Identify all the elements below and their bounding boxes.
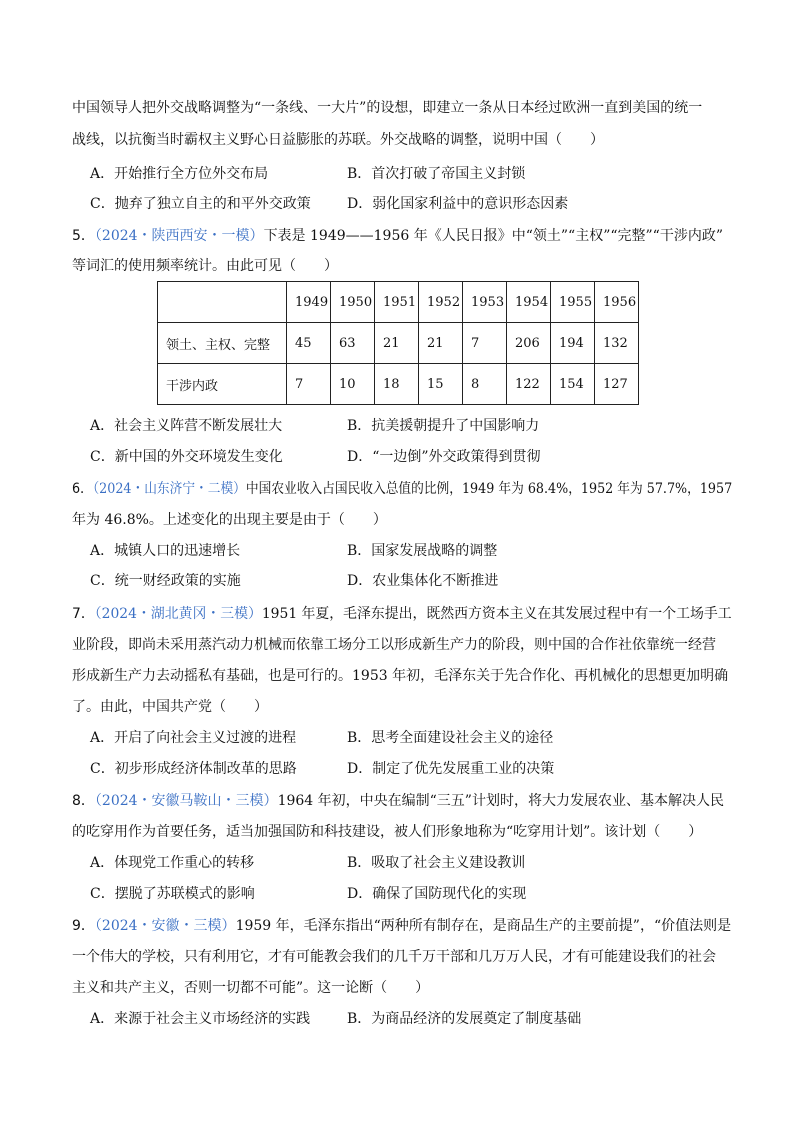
q7-stem-line: 业阶段，即尚未采用蒸汽动力机械而依靠工场分工以形成新生产力的阶段，则中国的合作社依靠统一经营 (72, 637, 716, 653)
table-header-row (158, 282, 639, 323)
question-source: （2024・安徽马鞍山・三模） (94, 793, 278, 809)
table-cell: 21 (419, 323, 463, 364)
q7-stem-line: 了。由此，中国共产党（ ） (72, 699, 268, 715)
q9-stem-line: 一个伟大的学校，只有利用它，才有可能教会我们的几千万干部和几万万人民，才有可能建设我们的社会 (72, 949, 716, 965)
q8-stem-line: 的吃穿用作为首要任务，适当加强国防和科技建设，被人们形象地称为“吃穿用计划”。该计划（ ） (72, 824, 703, 840)
table-row (158, 323, 639, 364)
q5-option-b[interactable]: B．抗美援朝提升了中国影响力 (347, 418, 540, 434)
q6-option-c[interactable]: C．统一财经政策的实施 (90, 573, 241, 589)
table-cell: 15 (419, 364, 463, 405)
question-number: 5． (72, 228, 95, 244)
table-corner-cell (158, 282, 287, 323)
row-label-cell: 领土、主权、完整 (158, 323, 287, 364)
q6-option-a[interactable]: A．城镇人口的迅速增长 (90, 543, 241, 559)
table-cell: 10 (331, 364, 375, 405)
q6-option-b[interactable]: B．国家发展战略的调整 (347, 543, 498, 559)
q8-stem-line (72, 791, 732, 811)
frequency-table (157, 281, 639, 405)
row-label-cell: 干涉内政 (158, 364, 287, 405)
q5-option-c[interactable]: C．新中国的外交环境发生变化 (90, 449, 283, 465)
q9-option-a[interactable]: A．来源于社会主义市场经济的实践 (90, 1011, 311, 1027)
q6-stem-line: 年为 46.8%。上述变化的出现主要是由于（ ） (72, 512, 387, 528)
question-number: 8． (72, 793, 95, 809)
intro-option-c[interactable]: C．抛弃了独立自主的和平外交政策 (90, 196, 311, 212)
q6-stem-text: 中国农业收入占国民收入总值的比例，1949 年为 68.4%，1952 年为 57.7%，1957 (245, 481, 733, 497)
q5-stem-line (72, 226, 732, 246)
table-cell: 194 (551, 323, 595, 364)
intro-stem-line: 中国领导人把外交战略调整为“一条线、一大片”的设想，即建立一条从日本经过欧洲一直到美国的统一 (72, 100, 703, 116)
question-number: 9． (72, 918, 95, 934)
intro-option-a[interactable]: A．开始推行全方位外交布局 (90, 166, 269, 182)
intro-stem-line: 战线，以抗衡当时霸权主义野心日益膨胀的苏联。外交战略的调整，说明中国（ ） (72, 132, 604, 148)
table-cell: 18 (375, 364, 419, 405)
q5-stem-text: 下表是 1949——1956 年《人民日报》中“领土”“主权”“完整”“干涉内政” (263, 228, 723, 244)
q8-option-a[interactable]: A．体现党工作重心的转移 (90, 855, 255, 871)
q8-option-b[interactable]: B．吸取了社会主义建设教训 (347, 855, 526, 871)
year-header-cell: 1955 (551, 282, 595, 323)
year-header-cell: 1951 (375, 282, 419, 323)
q9-stem-text: 1959 年，毛泽东指出“两种所有制存在，是商品生产的主要前提”，“价值法则是 (235, 918, 732, 934)
table-row (158, 364, 639, 405)
q7-option-d[interactable]: D．制定了优先发展重工业的决策 (347, 761, 555, 777)
q9-stem-line: 主义和共产主义，否则一切都不可能”。这一论断（ ） (72, 980, 430, 996)
question-source: （2024・山东济宁・二模） (92, 481, 246, 497)
table-cell: 206 (507, 323, 551, 364)
table-cell: 127 (595, 364, 639, 405)
q9-option-b[interactable]: B．为商品经济的发展奠定了制度基础 (347, 1011, 582, 1027)
question-source: （2024・陕西西安・一模） (94, 228, 264, 244)
q7-stem-line (72, 604, 732, 624)
q7-stem-text: 1951 年夏，毛泽东提出，既然西方资本主义在其发展过程中有一个工场手工 (261, 606, 732, 622)
q7-option-a[interactable]: A．开启了向社会主义过渡的进程 (90, 730, 297, 746)
q5-option-a[interactable]: A．社会主义阵营不断发展壮大 (90, 418, 283, 434)
table-cell: 21 (375, 323, 419, 364)
question-number: 6． (72, 481, 93, 497)
q8-option-c[interactable]: C．摆脱了苏联模式的影响 (90, 886, 255, 902)
q7-option-c[interactable]: C．初步形成经济体制改革的思路 (90, 761, 297, 777)
year-header-cell: 1952 (419, 282, 463, 323)
intro-option-d[interactable]: D．弱化国家利益中的意识形态因素 (347, 196, 569, 212)
table-cell: 7 (463, 323, 507, 364)
q5-option-d[interactable]: D．“一边倒”外交政策得到贯彻 (347, 449, 541, 465)
question-source: （2024・湖北黄冈・三模） (94, 606, 262, 622)
table-cell: 122 (507, 364, 551, 405)
table-cell: 7 (287, 364, 331, 405)
q9-stem-line (72, 916, 732, 936)
intro-option-b[interactable]: B．首次打破了帝国主义封锁 (347, 166, 526, 182)
q5-stem-line: 等词汇的使用频率统计。由此可见（ ） (72, 258, 338, 274)
year-header-cell: 1954 (507, 282, 551, 323)
q7-option-b[interactable]: B．思考全面建设社会主义的途径 (347, 730, 554, 746)
year-header-cell: 1949 (287, 282, 331, 323)
table-cell: 132 (595, 323, 639, 364)
year-header-cell: 1953 (463, 282, 507, 323)
q8-stem-text: 1964 年初，中央在编制“三五”计划时，将大力发展农业、基本解决人民 (277, 793, 724, 809)
q6-option-d[interactable]: D．农业集体化不断推进 (347, 573, 499, 589)
question-number: 7． (72, 606, 95, 622)
table-cell: 63 (331, 323, 375, 364)
question-source: （2024・安徽・三模） (94, 918, 236, 934)
table-cell: 45 (287, 323, 331, 364)
q7-stem-line: 形成新生产力去动摇私有基础，也是可行的。1953 年初，毛泽东关于先合作化、再机械化的思想更加明确 (72, 668, 729, 684)
year-header-cell: 1950 (331, 282, 375, 323)
q6-stem-line (72, 479, 733, 499)
q8-option-d[interactable]: D．确保了国防现代化的实现 (347, 886, 527, 902)
year-header-cell: 1956 (595, 282, 639, 323)
table-cell: 154 (551, 364, 595, 405)
table-cell: 8 (463, 364, 507, 405)
